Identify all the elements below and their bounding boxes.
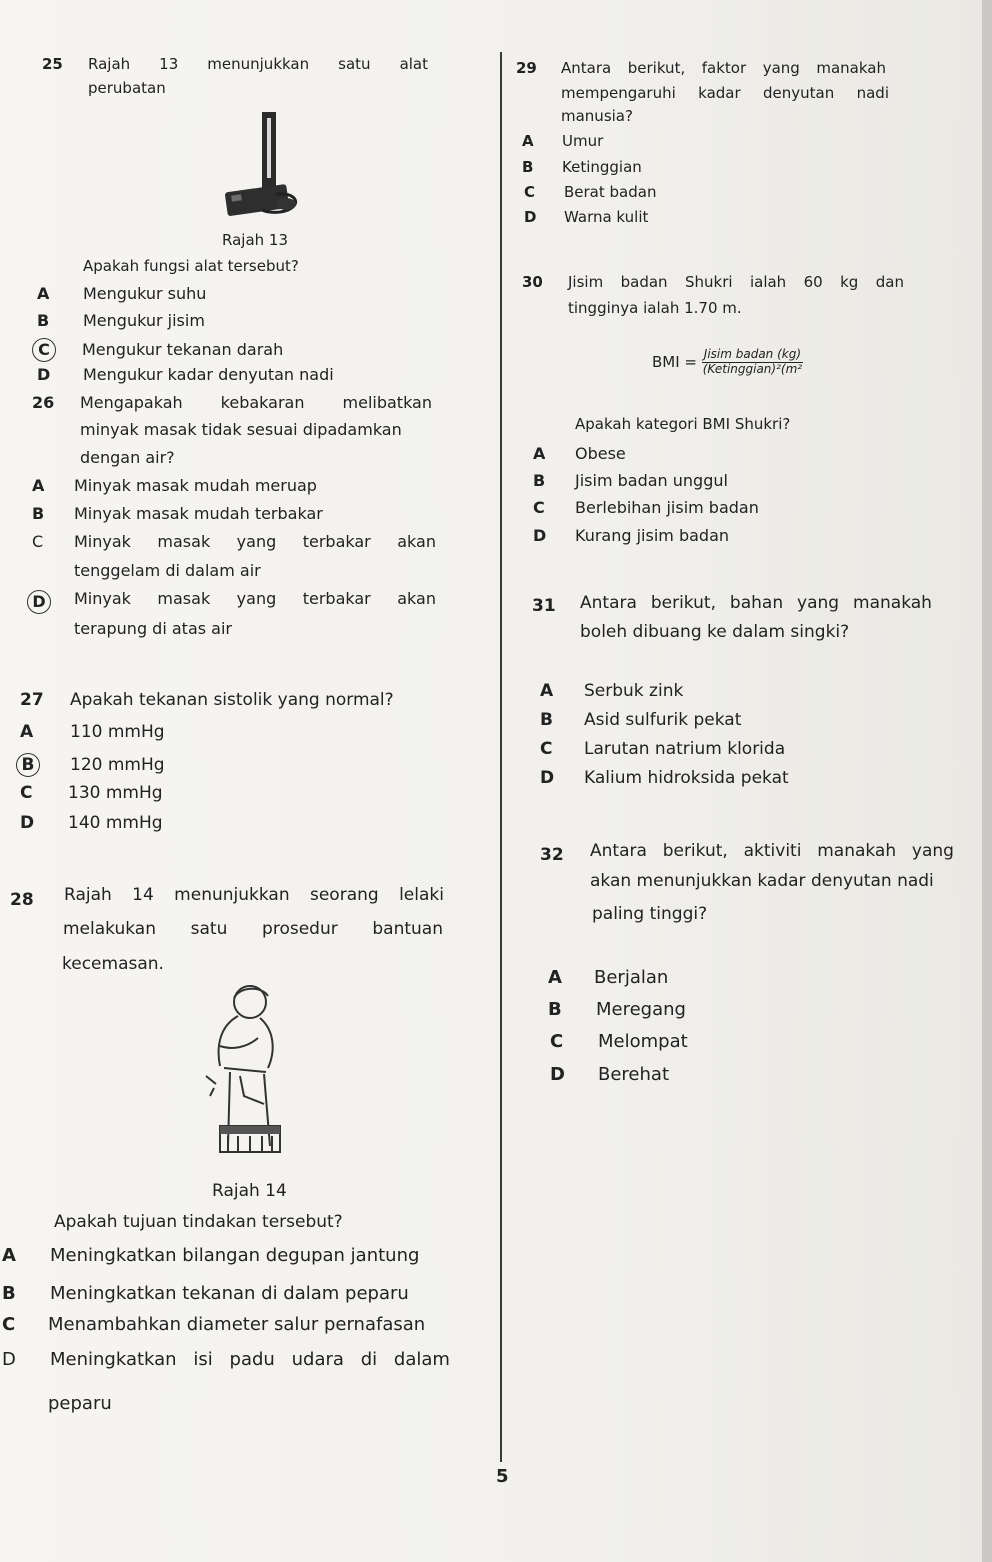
formula-fraction [702,348,803,377]
q30-stem-line1 [568,274,904,291]
word: menunjukkan [207,55,310,73]
word: Antara [580,593,637,613]
word: 60 [803,273,823,291]
q31-option-b[interactable] [540,711,741,731]
word: kebakaran [220,393,305,412]
option-text: Umur [562,132,604,150]
word: alat [399,55,428,73]
option-letter: A [533,444,546,463]
word: Antara [561,59,612,77]
option-text: Meningkatkan bilangan degupan jantung [50,1245,420,1266]
option-text: Berat badan [564,183,657,201]
q28-stem-line1 [64,886,444,906]
q25-stem-line2: perubatan [88,79,166,97]
word: seorang [309,885,379,905]
selected-answer-circle: D [27,590,51,614]
q25-option-d[interactable] [37,366,334,384]
word: satu [190,919,228,939]
q25-option-a[interactable] [37,285,206,303]
word: berikut, [627,59,686,77]
q26-stem-line2: minyak masak tidak sesuai dipadamkan [80,420,402,439]
word: yang [236,532,277,551]
word: Antara [590,841,647,861]
q30-option-a[interactable] [533,445,626,463]
word: manakah [817,841,897,861]
q26-option-b[interactable] [32,505,323,523]
q30-question: Apakah kategori BMI Shukri? [575,415,791,433]
word: Rajah [64,885,112,905]
word: Rajah [88,55,131,73]
selected-answer-circle: C [32,338,56,362]
word: bahan [729,593,784,613]
q27-option-c[interactable] [20,784,163,804]
option-letter: C [524,183,536,201]
q28-option-b[interactable] [2,1284,409,1305]
q26-option-c-line2: tenggelam di dalam air [74,561,261,580]
q28-figure-caption: Rajah 14 [212,1181,287,1201]
option-text: Mengukur jisim [83,311,205,330]
option-text: Ketinggian [562,158,642,176]
option-letter: B [548,999,562,1020]
option-text: 120 mmHg [70,755,165,775]
bmi-formula [652,348,803,377]
word: denyutan [763,84,835,102]
option-letter: A [32,476,45,495]
word: Meningkatkan [50,1349,177,1370]
option-text: Meregang [596,999,686,1020]
word: menunjukkan [174,885,290,905]
word: mempengaruhi [561,84,676,102]
q31-option-a[interactable] [540,682,683,702]
q28-option-d-line1[interactable] [50,1350,450,1371]
word: yang [236,589,277,608]
word: 14 [132,885,154,905]
q32-stem-line2: akan menunjukkan kadar denyutan nadi [590,871,934,891]
q31-option-c[interactable] [540,740,785,760]
formula-denominator: (Ketinggian)²(m² [702,361,803,376]
option-letter: D [20,813,35,833]
formula-numerator: Jisim badan (kg) [703,347,802,361]
selected-answer-circle: B [16,753,40,777]
q30-stem-line2: tingginya ialah 1.70 m. [568,299,742,317]
q26-option-d-line1[interactable] [74,590,436,608]
option-text: Mengukur kadar denyutan nadi [83,365,334,384]
word: lelaki [399,885,444,905]
word: badan [620,273,668,291]
word: dan [875,273,904,291]
word: dalam [393,1349,450,1370]
word: yang [762,59,800,77]
word: akan [397,532,436,551]
q27-number: 27 [20,690,44,710]
option-text: Melompat [598,1031,688,1052]
option-letter: B [522,158,534,176]
option-letter: D [550,1064,565,1085]
q29-option-d[interactable] [524,209,648,226]
option-text: Warna kulit [564,208,649,226]
q28-option-a[interactable] [2,1246,419,1267]
q25-stem-line1 [88,56,428,73]
option-letter: A [20,722,34,742]
q31-option-d[interactable] [540,769,789,789]
q27-option-d[interactable] [20,814,163,834]
q25-option-b[interactable] [37,312,205,330]
q25-option-c[interactable] [32,338,283,362]
q29-option-a[interactable] [522,133,603,150]
option-letter: A [522,132,534,150]
word: prosedur [262,919,338,939]
option-letter: C [20,783,33,803]
option-text: Larutan natrium klorida [584,739,786,759]
option-text: Minyak masak mudah meruap [74,476,317,495]
option-letter: A [2,1245,16,1266]
option-text: 110 mmHg [70,722,165,742]
q27-question: Apakah tekanan sistolik yang normal? [70,690,394,710]
word: udara [291,1349,344,1370]
q25-question: Apakah fungsi alat tersebut? [83,257,299,275]
option-text: Berlebihan jisim badan [575,498,759,517]
q28-number: 28 [10,890,34,910]
word: berikut, [662,841,728,861]
q29-number: 29 [516,59,537,77]
q31-number: 31 [532,596,556,616]
word: Minyak [74,589,131,608]
q29-option-c[interactable] [524,184,656,201]
option-letter: C [550,1031,564,1052]
q29-stem-line1 [561,60,886,77]
q26-option-c-line1[interactable] [74,533,436,551]
q29-option-b[interactable] [522,159,642,176]
q30-option-b[interactable] [533,472,728,490]
word: terbakar [302,532,371,551]
q28-option-c[interactable] [2,1315,425,1336]
word: melibatkan [342,393,432,412]
q31-stem-line1 [580,594,932,614]
q26-option-c-letter[interactable]: C [32,532,44,551]
word: isi [193,1349,213,1370]
option-text: Kurang jisim badan [575,526,730,545]
page-edge [982,0,992,1562]
q27-option-a[interactable] [20,723,165,743]
q26-number: 26 [32,393,55,412]
word: nadi [856,84,889,102]
word: aktiviti [743,841,802,861]
option-letter: C [2,1314,16,1335]
option-letter: B [32,504,45,523]
q25-number: 25 [42,55,63,73]
option-letter: B [37,311,50,330]
option-letter: D [37,365,51,384]
word: akan [397,589,436,608]
option-text: Minyak masak mudah terbakar [74,504,323,523]
option-text: Menambahkan diameter salur pernafasan [48,1314,426,1335]
option-letter: B [540,710,553,730]
word: yang [797,593,840,613]
q26-option-d-line2: terapung di atas air [74,619,232,638]
q26-option-d-letter[interactable] [27,590,63,614]
option-text: Mengukur tekanan darah [82,340,284,359]
q26-stem-line3: dengan air? [80,448,175,467]
q32-stem-line3: paling tinggi? [592,904,708,924]
word: manakah [853,593,932,613]
q29-stem-line2 [561,85,889,102]
q26-stem-line1 [80,394,432,412]
column-divider [500,52,502,1462]
option-letter: A [548,967,562,988]
option-text: Mengukur suhu [83,284,207,303]
word: yang [911,841,954,861]
option-letter: D [524,208,537,226]
q32-number: 32 [540,845,564,865]
q28-stem-line3: kecemasan. [62,954,164,974]
q31-stem-line2: boleh dibuang ke dalam singki? [580,622,850,642]
q28-option-d-letter[interactable]: D [2,1349,16,1370]
q27-option-b[interactable] [16,753,165,777]
word: berikut, [650,593,716,613]
q29-stem-line3: manusia? [561,107,633,125]
word: kadar [698,84,741,102]
option-text: Meningkatkan tekanan di dalam peparu [50,1283,409,1304]
word: bantuan [372,919,443,939]
formula-lhs: BMI = [652,352,697,371]
word: melakukan [63,919,156,939]
option-letter: D [533,526,547,545]
q32-stem-line1 [590,842,954,862]
q28-option-d-line2: peparu [48,1393,112,1414]
word: 13 [159,55,179,73]
option-text: Obese [575,444,626,463]
q28-question: Apakah tujuan tindakan tersebut? [54,1212,343,1232]
word: manakah [816,59,886,77]
word: Shukri [684,273,733,291]
word: ialah [749,273,787,291]
option-letter: B [2,1283,16,1304]
option-text: Berjalan [594,967,669,988]
word: kg [840,273,859,291]
option-text: Asid sulfurik pekat [584,710,742,730]
option-text: Jisim badan unggul [575,471,728,490]
word: masak [157,589,211,608]
word: di [360,1349,378,1370]
word: padu [229,1349,275,1370]
sphygmomanometer-figure [218,108,308,220]
q28-stem-line2 [63,920,443,940]
q32-option-b[interactable] [548,1000,686,1021]
option-letter: A [37,284,50,303]
cpr-man-figure [180,976,320,1168]
word: masak [157,532,211,551]
q30-option-c[interactable] [533,499,759,517]
q32-option-a[interactable] [548,968,668,989]
q30-option-d[interactable] [533,527,729,545]
option-letter: C [540,739,553,759]
option-text: Kalium hidroksida pekat [584,768,789,788]
option-text: 140 mmHg [68,813,163,833]
option-letter: B [533,471,546,490]
q26-option-a[interactable] [32,477,317,495]
option-letter: D [540,768,555,788]
word: Mengapakah [80,393,183,412]
q25-figure-caption: Rajah 13 [222,231,289,249]
option-text: Serbuk zink [584,681,684,701]
option-letter: C [533,498,545,517]
q32-option-d[interactable] [550,1065,669,1086]
q32-option-c[interactable] [550,1032,688,1053]
word: terbakar [302,589,371,608]
word: faktor [701,59,747,77]
option-letter: A [540,681,554,701]
option-text: Berehat [598,1064,669,1085]
word: satu [338,55,371,73]
word: Jisim [568,273,604,291]
q30-number: 30 [522,273,543,291]
option-text: 130 mmHg [68,783,163,803]
word: Minyak [74,532,131,551]
page-number: 5 [496,1466,509,1487]
